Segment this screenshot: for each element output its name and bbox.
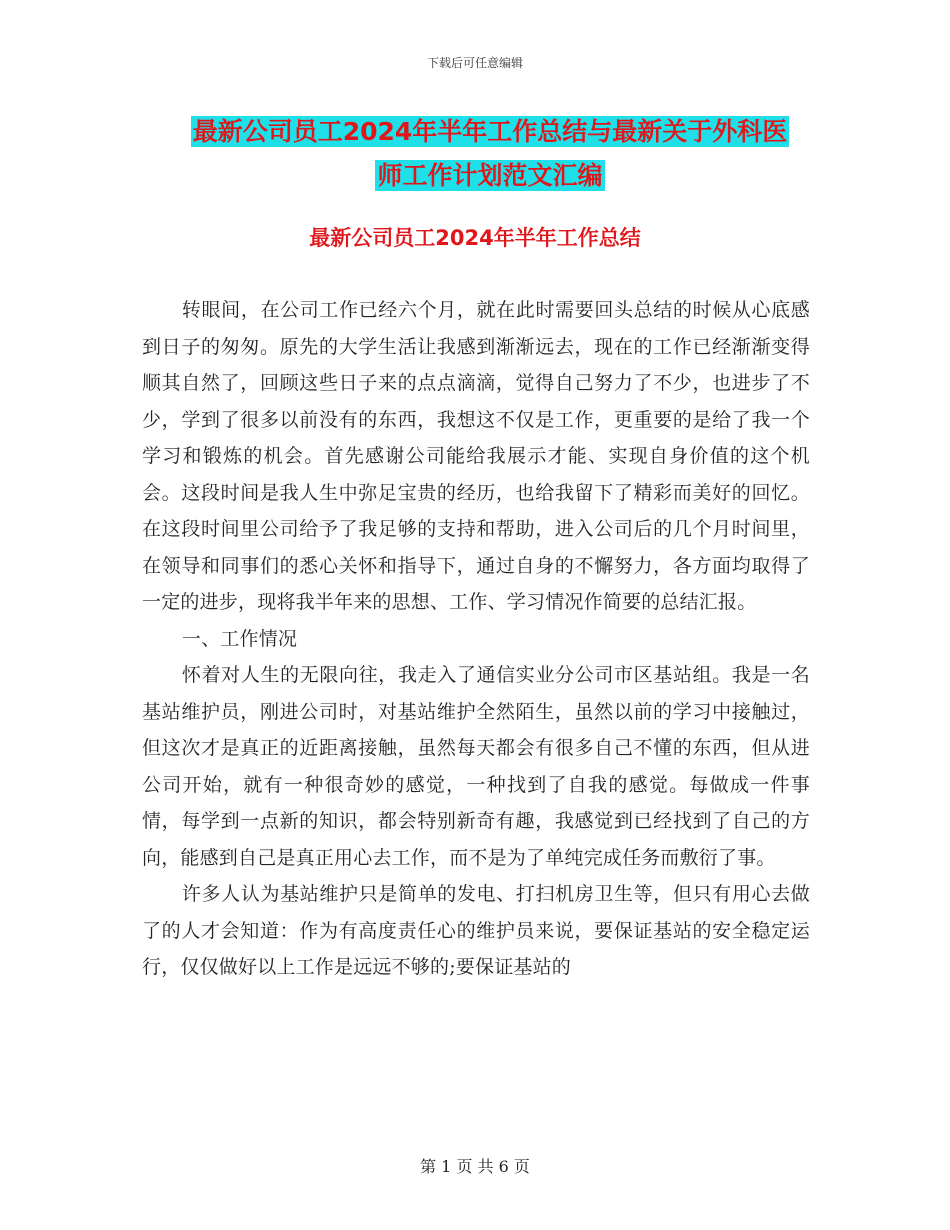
section-title: 最新公司员工2024年半年工作总结	[309, 226, 641, 250]
paragraph: 转眼间，在公司工作已经六个月，就在此时需要回头总结的时候从心底感到日子的匆匆。原先的大学生活让我感到渐渐远去，现在的工作已经渐渐变得顺其自然了，回顾这些日子来的点点滴滴，觉得自己努力了不少，也进步了不少，学到了很多以前没有的东西，我想这不仅是工作，更重要的是给了我一个学习和锻炼的机会。首先感谢公司能给我展示才能、实现自身价值的这个机会。这段时间是我人生中弥足宝贵的经历，也给我留下了精彩而美好的回忆。在这段时间里公司给予了我足够的支持和帮助，进入公司后的几个月时间里，在领导和同事们的悉心关怀和指导下，通过自身的不懈努力，各方面均取得了一定的进步，现将我半年来的思想、工作、学习情况作简要的总结汇报。	[142, 299, 810, 613]
document-body	[142, 292, 810, 986]
document-title-line-1: 最新公司员工2024年半年工作总结与最新关于外科医	[192, 117, 788, 146]
header-note: 下载后可任意编辑	[426, 56, 523, 70]
paragraph: 怀着对人生的无限向往，我走入了通信实业分公司市区基站组。我是一名基站维护员，刚进公司时，对基站维护全然陌生，虽然以前的学习中接触过，但这次才是真正的近距离接触，虽然每天都会有很多自己不懂的东西，但从进公司开始，就有一种很奇妙的感觉，一种找到了自我的感觉。每做成一件事情，每学到一点新的知识，都会特别新奇有趣，我感觉到已经找到了自己的方向，能感到自己是真正用心去工作，而不是为了单纯完成任务而敷衍了事。	[142, 664, 810, 869]
page-number: 第 1 页 共 6 页	[420, 1157, 530, 1176]
paragraph-heading: 一、工作情况	[181, 627, 298, 650]
document-title-line-2: 师工作计划范文汇编	[377, 161, 603, 190]
paragraph: 许多人认为基站维护只是简单的发电、打扫机房卫生等，但只有用心去做了的人才会知道：作为有高度责任心的维护员来说，要保证基站的安全稳定运行，仅仅做好以上工作是远远不够的;要保证基站的	[142, 883, 810, 978]
document-title	[140, 110, 840, 198]
